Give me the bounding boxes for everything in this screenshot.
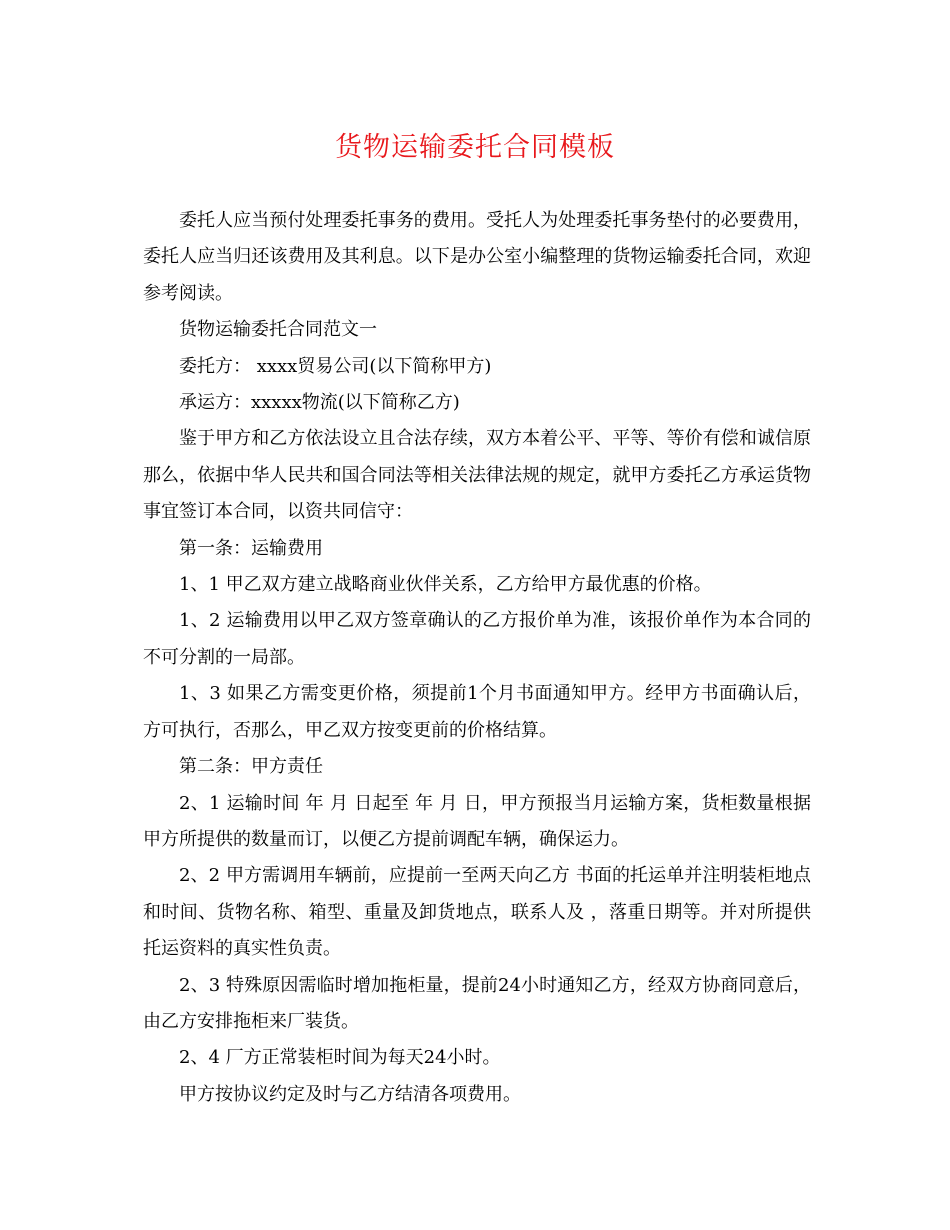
- clause-2-1: 2、1 运输时间 年 月 日起至 年 月 日，甲方预报当月运输方案，货柜数量根据甲方所提供的数量而订，以便乙方提前调配车辆，确保运力。: [143, 792, 811, 850]
- article-2-heading: 第二条：甲方责任: [179, 756, 323, 778]
- sample-heading: 货物运输委托合同范文一: [179, 319, 377, 341]
- principal-party: 委托方： xxxx贸易公司(以下简称甲方): [179, 355, 492, 377]
- clause-2-3: 2、3 特殊原因需临时增加拖柜量，提前24小时通知乙方，经双方协商同意后，由乙方安排拖柜来厂装货。: [143, 974, 811, 1032]
- clause-2-4: 2、4 厂方正常装柜时间为每天24小时。: [179, 1047, 501, 1069]
- carrier-party: 承运方：xxxxx物流(以下简称乙方): [179, 392, 460, 414]
- clause-1-1: 1、1 甲乙双方建立战略商业伙伴关系，乙方给甲方最优惠的价格。: [179, 574, 712, 596]
- document-body: [143, 203, 811, 1113]
- document-title: 货物运输委托合同模板: [335, 132, 615, 163]
- clause-1-2: 1、2 运输费用以甲乙双方签章确认的乙方报价单为准，该报价单作为本合同的不可分割的一局部。: [143, 610, 811, 668]
- clause-1-3: 1、3 如果乙方需变更价格，须提前1个月书面通知甲方。经甲方书面确认后，方可执行，否那么，甲乙双方按变更前的价格结算。: [143, 683, 811, 741]
- article-1-heading: 第一条：运输费用: [179, 537, 323, 559]
- payment-paragraph: 甲方按协议约定及时与乙方结清各项费用。: [179, 1083, 521, 1105]
- intro-paragraph: 委托人应当预付处理委托事务的费用。受托人为处理委托事务垫付的必要费用，委托人应当归还该费用及其利息。以下是办公室小编整理的货物运输委托合同，欢迎参考阅读。: [143, 210, 811, 304]
- preamble-paragraph: 鉴于甲方和乙方依法设立且合法存续，双方本着公平、平等、等价有偿和诚信原那么，依据中华人民共和国合同法等相关法律法规的规定，就甲方委托乙方承运货物事宜签订本合同，以资共同信守：: [143, 428, 811, 523]
- clause-2-2: 2、2 甲方需调用车辆前，应提前一至两天向乙方 书面的托运单并注明装柜地点和时间、货物名称、箱型、重量及卸货地点，联系人及 ，落重日期等。并对所提供托运资料的真实性负责。: [143, 865, 811, 960]
